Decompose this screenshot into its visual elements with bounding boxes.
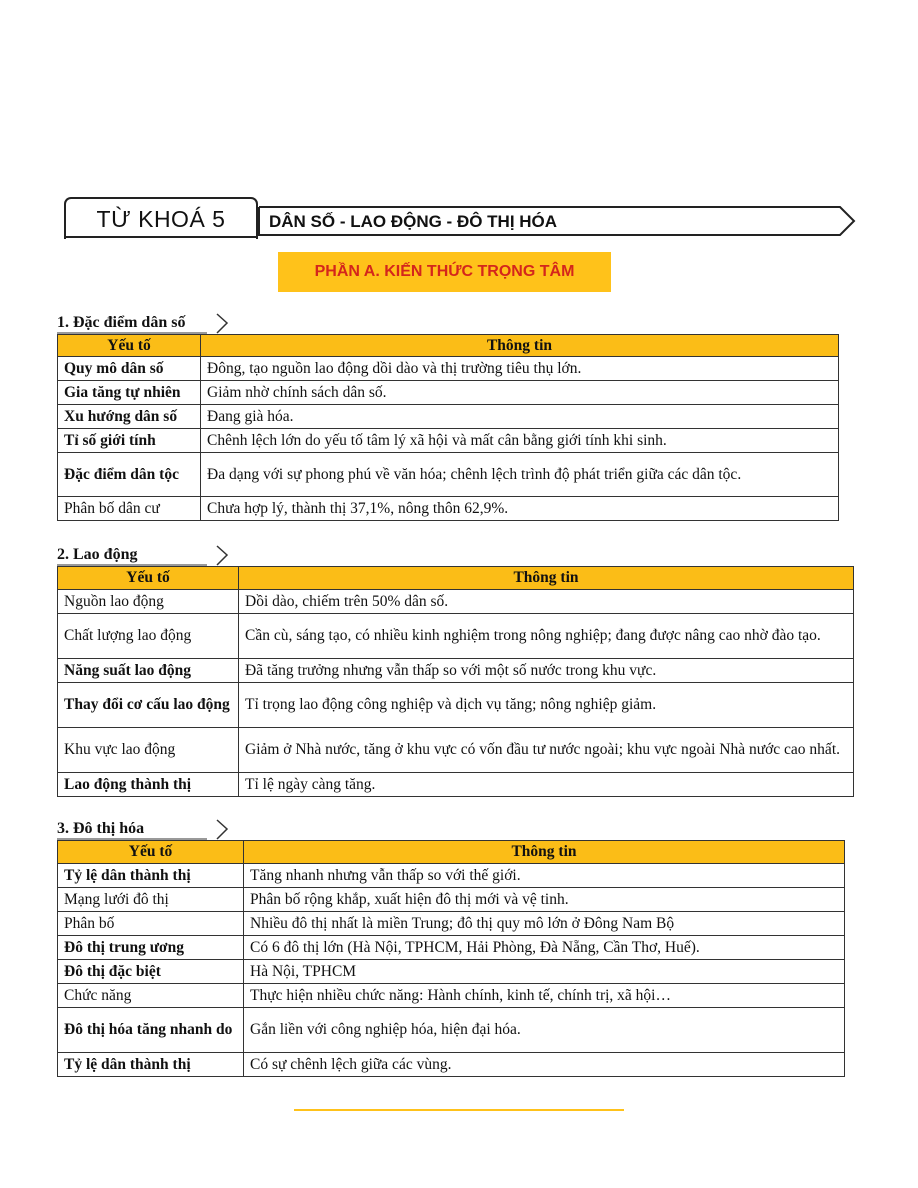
table-row: [58, 381, 839, 405]
table-row: [58, 984, 845, 1008]
row-info: Giảm nhờ chính sách dân số.: [201, 381, 839, 405]
table-row: [58, 453, 839, 497]
row-info: Có sự chênh lệch giữa các vùng.: [244, 1053, 845, 1077]
table-row: [58, 405, 839, 429]
table-row: [58, 1053, 845, 1077]
row-factor: Lao động thành thị: [58, 773, 239, 797]
row-info: Tăng nhanh nhưng vẫn thấp so với thế giới.: [244, 864, 845, 888]
table-row: [58, 357, 839, 381]
row-info: Đã tăng trưởng nhưng vẫn thấp so với một số nước trong khu vực.: [239, 659, 854, 683]
row-info: Đang già hóa.: [201, 405, 839, 429]
row-factor: Năng suất lao động: [58, 659, 239, 683]
row-factor: Mạng lưới đô thị: [58, 888, 244, 912]
part-title-banner: PHẦN A. KIẾN THỨC TRỌNG TÂM: [278, 252, 611, 292]
topic-title: DÂN SỐ - LAO ĐỘNG - ĐÔ THỊ HÓA: [269, 212, 558, 231]
section-arrow-icon: [57, 817, 232, 841]
row-factor: Đặc điểm dân tộc: [58, 453, 201, 497]
footer-divider: [294, 1109, 624, 1111]
section-title-labor: 2. Lao động: [57, 546, 138, 563]
row-factor: Phân bố: [58, 912, 244, 936]
header-factor: Yếu tố: [58, 841, 244, 864]
row-info: Cần cù, sáng tạo, có nhiều kinh nghiệm trong nông nghiệp; đang được nâng cao nhờ đào tạo.: [239, 614, 854, 659]
table-row: [58, 429, 839, 453]
row-factor: Tỷ lệ dân thành thị: [58, 1053, 244, 1077]
row-factor: Khu vực lao động: [58, 728, 239, 773]
row-factor: Đô thị trung ương: [58, 936, 244, 960]
row-info: Giảm ở Nhà nước, tăng ở khu vực có vốn đầu tư nước ngoài; khu vực ngoài Nhà nước cao nhất.: [239, 728, 854, 773]
table-row: [58, 936, 845, 960]
table-row: [58, 614, 854, 659]
row-info: Tỉ lệ ngày càng tăng.: [239, 773, 854, 797]
table-row: [58, 912, 845, 936]
row-info: Dồi dào, chiếm trên 50% dân số.: [239, 590, 854, 614]
table-row: [58, 960, 845, 984]
header-info: Thông tin: [201, 335, 839, 357]
row-info: Đông, tạo nguồn lao động dồi dào và thị trường tiêu thụ lớn.: [201, 357, 839, 381]
row-info: Chênh lệch lớn do yếu tố tâm lý xã hội và mất cân bằng giới tính khi sinh.: [201, 429, 839, 453]
row-info: Chưa hợp lý, thành thị 37,1%, nông thôn 62,9%.: [201, 497, 839, 521]
table-row: [58, 497, 839, 521]
row-factor: Gia tăng tự nhiên: [58, 381, 201, 405]
row-factor: Nguồn lao động: [58, 590, 239, 614]
header-info: Thông tin: [244, 841, 845, 864]
urbanization-table: [57, 840, 845, 1077]
row-factor: Phân bố dân cư: [58, 497, 201, 521]
row-factor: Đô thị đặc biệt: [58, 960, 244, 984]
population-table: [57, 334, 839, 521]
row-info: Đa dạng với sự phong phú về văn hóa; chênh lệch trình độ phát triển giữa các dân tộc.: [201, 453, 839, 497]
row-info: Phân bố rộng khắp, xuất hiện đô thị mới và vệ tinh.: [244, 888, 845, 912]
labor-table: [57, 566, 854, 797]
row-info: Tỉ trọng lao động công nghiệp và dịch vụ tăng; nông nghiệp giảm.: [239, 683, 854, 728]
row-info: Nhiều đô thị nhất là miền Trung; đô thị quy mô lớn ở Đông Nam Bộ: [244, 912, 845, 936]
table-row: [58, 773, 854, 797]
row-info: Hà Nội, TPHCM: [244, 960, 845, 984]
table-row: [58, 1008, 845, 1053]
row-info: Có 6 đô thị lớn (Hà Nội, TPHCM, Hải Phòng, Đà Nẵng, Cần Thơ, Huế).: [244, 936, 845, 960]
table-row: [58, 683, 854, 728]
row-factor: Chất lượng lao động: [58, 614, 239, 659]
table-row: [58, 888, 845, 912]
section-title-urbanization: 3. Đô thị hóa: [57, 820, 145, 837]
header-factor: Yếu tố: [58, 335, 201, 357]
row-info: Gắn liền với công nghiệp hóa, hiện đại hóa.: [244, 1008, 845, 1053]
row-info: Thực hiện nhiều chức năng: Hành chính, kinh tế, chính trị, xã hội…: [244, 984, 845, 1008]
header-info: Thông tin: [239, 567, 854, 590]
table-row: [58, 590, 854, 614]
keyword-label: TỪ KHOÁ 5: [64, 197, 258, 239]
row-factor: Xu hướng dân số: [58, 405, 201, 429]
section-arrow-icon: [57, 543, 232, 567]
row-factor: Thay đổi cơ cấu lao động: [58, 683, 239, 728]
section-title-population: 1. Đặc điểm dân số: [57, 314, 186, 331]
table-row: [58, 864, 845, 888]
row-factor: Tỷ lệ dân thành thị: [58, 864, 244, 888]
row-factor: Quy mô dân số: [58, 357, 201, 381]
section-arrow-icon: [57, 311, 232, 335]
keyword-underline: [64, 236, 258, 238]
row-factor: Đô thị hóa tăng nhanh do: [58, 1008, 244, 1053]
row-factor: Tỉ số giới tính: [58, 429, 201, 453]
table-row: [58, 659, 854, 683]
row-factor: Chức năng: [58, 984, 244, 1008]
header-factor: Yếu tố: [58, 567, 239, 590]
table-row: [58, 728, 854, 773]
